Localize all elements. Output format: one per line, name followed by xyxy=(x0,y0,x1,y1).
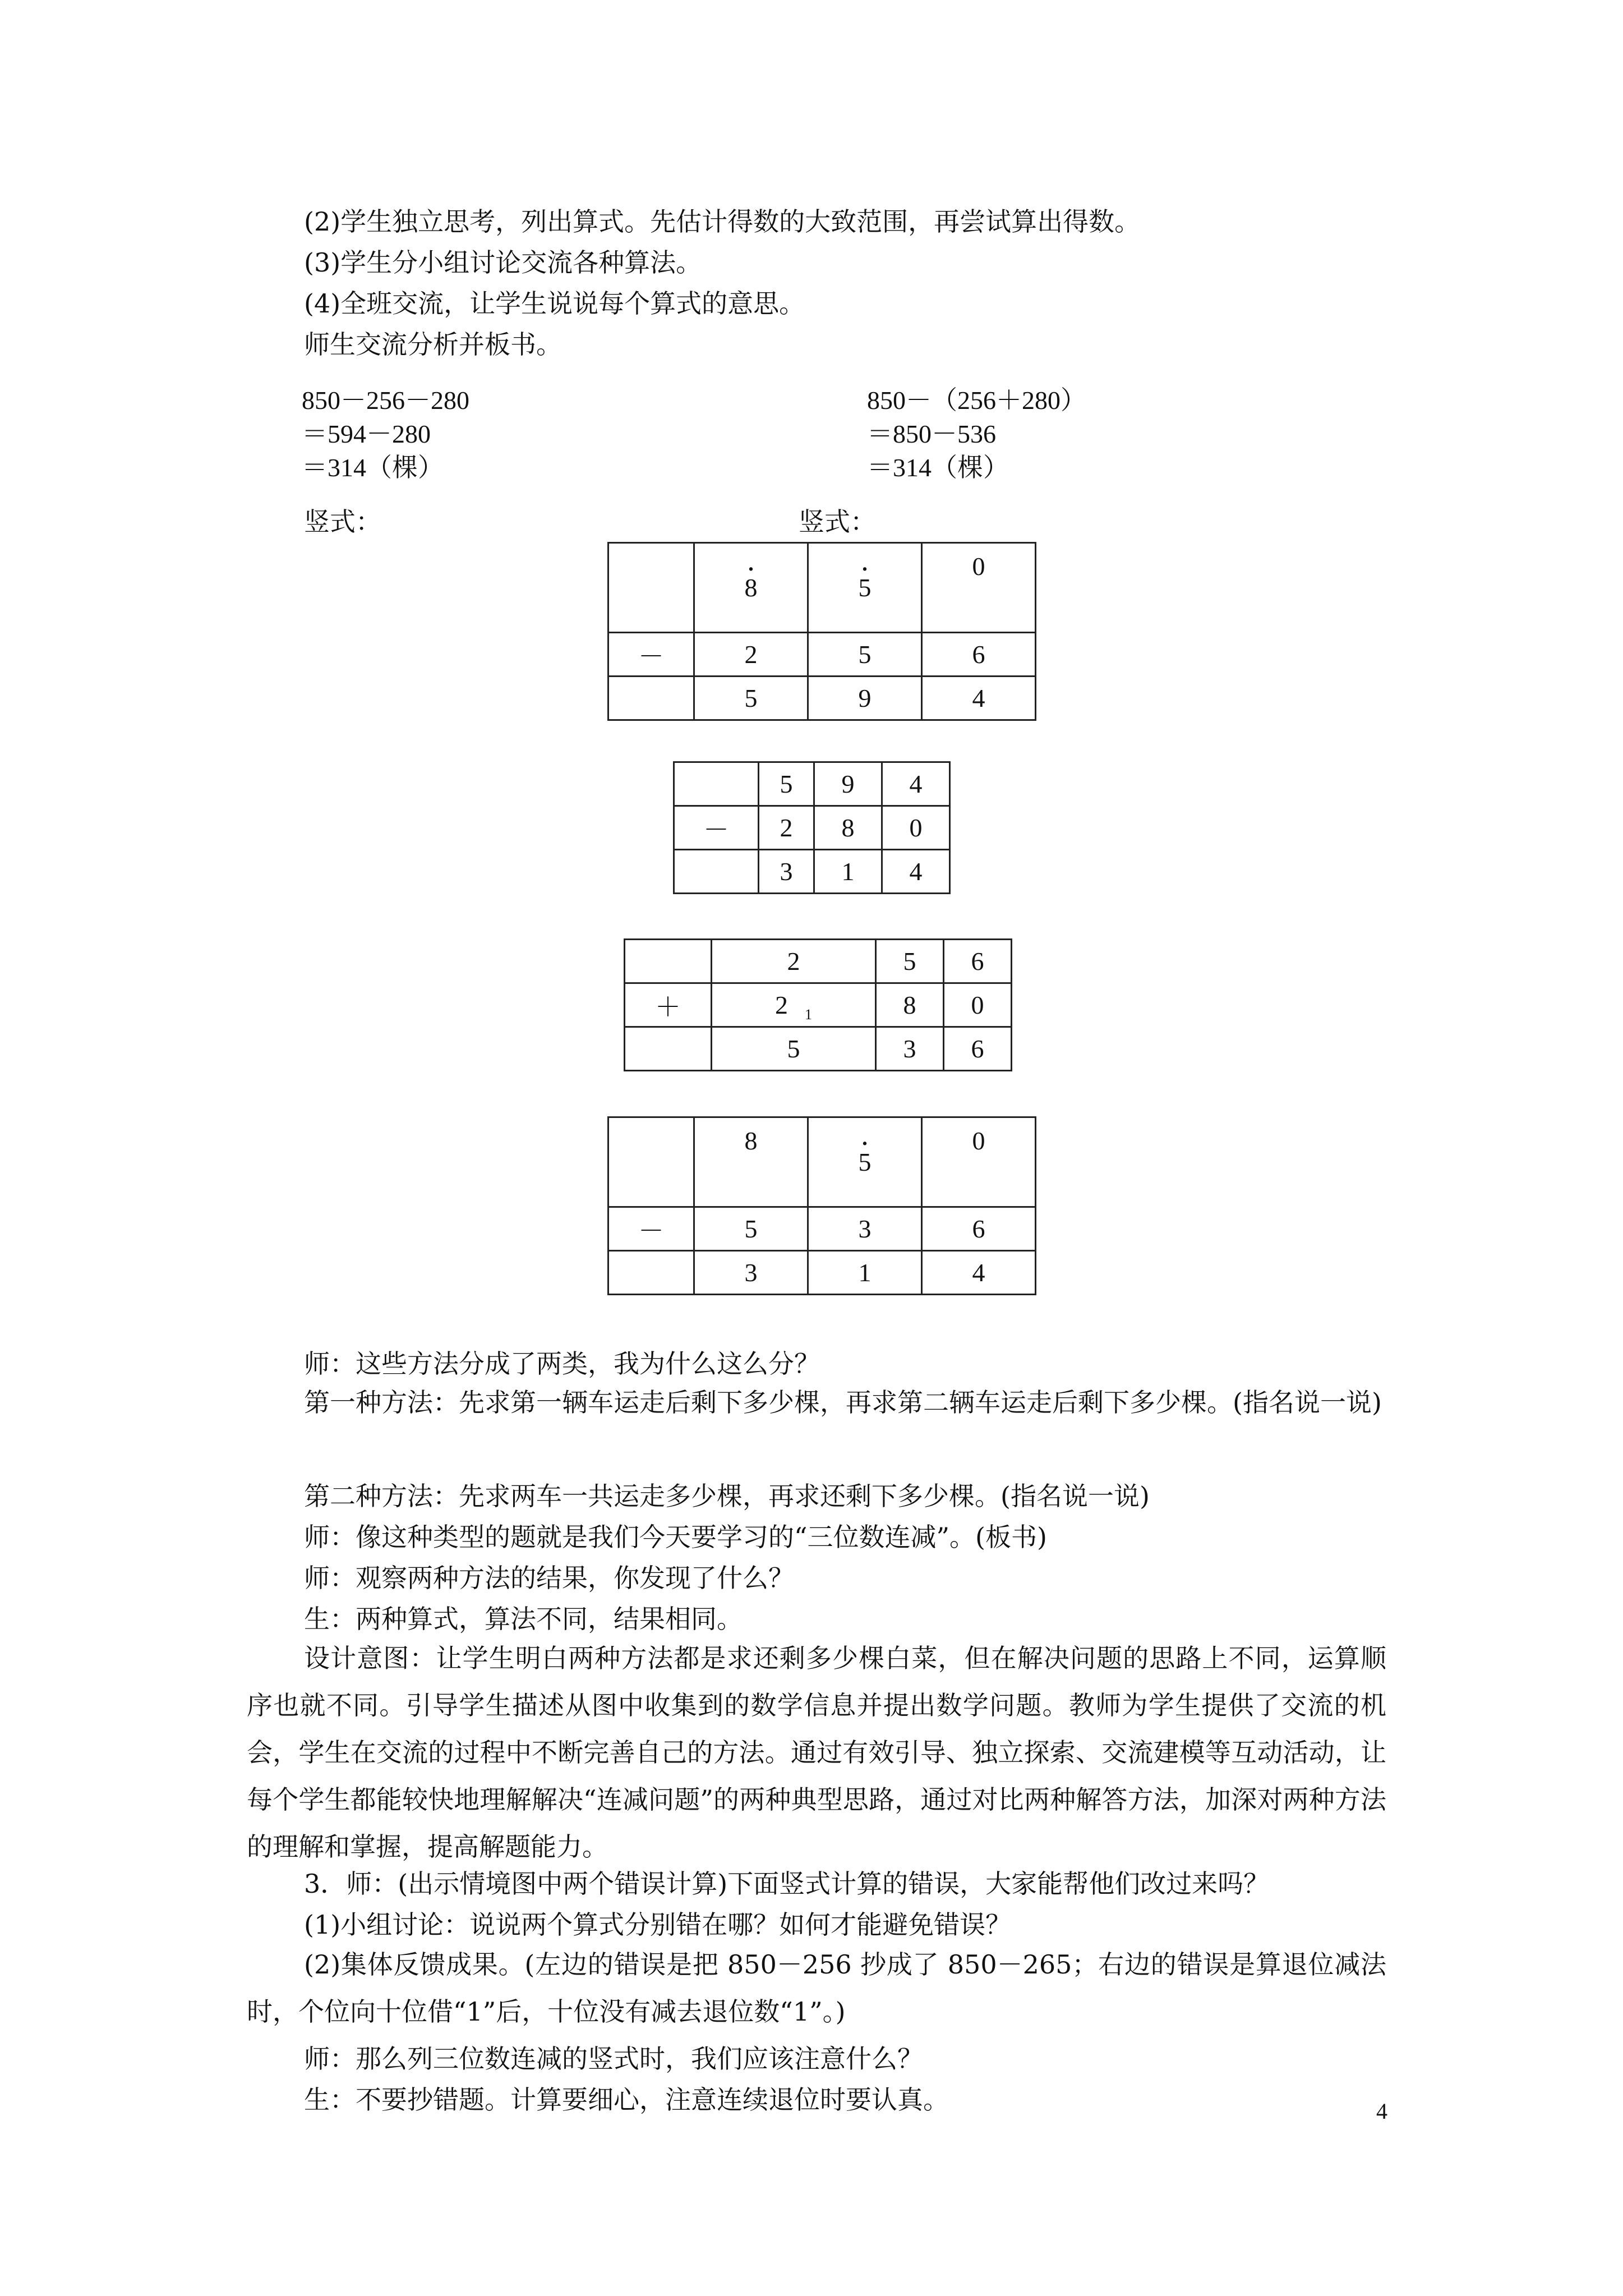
calc-right-line-3: ＝314（棵） xyxy=(867,453,1009,482)
calc-left-line-1: 850－256－280 xyxy=(302,386,469,415)
table-cell xyxy=(608,1251,694,1295)
table-cell xyxy=(608,543,694,633)
table-row xyxy=(608,543,1036,633)
borrow-dot-digit: · 8 xyxy=(745,573,758,602)
calc-left xyxy=(302,384,469,485)
table-row xyxy=(608,633,1036,677)
table-cell: 0 xyxy=(944,983,1012,1027)
calc-left-line-3: ＝314（棵） xyxy=(302,453,444,482)
table-cell: 2 xyxy=(759,806,814,850)
vertical-table-4 xyxy=(607,1116,1036,1295)
table-row xyxy=(674,850,950,894)
table-cell: 2 xyxy=(694,633,808,677)
table-cell: 3 xyxy=(876,1027,944,1071)
borrow-dot-digit: · 5 xyxy=(859,573,872,602)
table-cell: 0 xyxy=(922,1117,1036,1207)
calc-right-line-1: 850－（256＋280） xyxy=(867,386,1086,415)
table-cell: 6 xyxy=(922,1207,1036,1251)
table-row xyxy=(625,940,1012,983)
table-cell xyxy=(712,940,876,983)
table-cell: 8 xyxy=(814,806,882,850)
table-cell xyxy=(625,1027,712,1071)
table-cell xyxy=(808,1117,922,1207)
table-cell: 3 xyxy=(694,1251,808,1295)
design-intent-paragraph: 设计意图：让学生明白两种方法都是求还剩多少棵白菜，但在解决问题的思路上不同，运算顺序也就不同。引导学生描述从图中收集到的数学信息并提出数学问题。教师为学生提供了交流的机会，学生在交流的过程中不断完善自己的方法。通过有效引导、独立探索、交流建模等互动活动，让每个学生都能较快地理解解决“连减问题”的两种典型思路，通过对比两种解答方法，加深对两种方法的理解和掌握，提高解题能力。 xyxy=(247,1643,1386,1862)
table-cell: 5 xyxy=(694,677,808,720)
table-cell: 1 xyxy=(808,1251,922,1295)
table-cell: 5 xyxy=(712,1027,876,1071)
table-cell: 3 xyxy=(808,1207,922,1251)
calc-left-line-2: ＝594－280 xyxy=(302,420,431,448)
table-cell: 8 xyxy=(876,983,944,1027)
table-cell xyxy=(712,983,876,1027)
vertical-label-left: 竖式： xyxy=(304,507,381,537)
table-digit: 2 xyxy=(787,947,800,976)
table-cell: 4 xyxy=(922,1251,1036,1295)
table-row xyxy=(625,983,1012,1027)
paragraph: 师：观察两种方法的结果，你发现了什么？ xyxy=(304,1563,794,1593)
intro-line-1: (2)学生独立思考，列出算式。先估计得数的大致范围，再尝试算出得数。 xyxy=(304,206,1141,237)
table-cell: － xyxy=(674,806,759,850)
table-digit: 2 xyxy=(775,991,788,1019)
table-cell xyxy=(674,762,759,806)
table-row xyxy=(625,1027,1012,1071)
intro-line-2: (3)学生分小组讨论交流各种算法。 xyxy=(304,247,702,278)
paragraph: 生：两种算式，算法不同，结果相同。 xyxy=(304,1604,743,1634)
borrow-dot-digit: · 5 xyxy=(859,1147,872,1177)
table-cell: － xyxy=(608,633,694,677)
table-row xyxy=(674,806,950,850)
vertical-label-right: 竖式： xyxy=(799,507,876,537)
table-cell: － xyxy=(608,1207,694,1251)
table-cell: 6 xyxy=(944,1027,1012,1071)
table-cell xyxy=(608,1117,694,1207)
table-cell xyxy=(625,940,712,983)
table-row xyxy=(608,677,1036,720)
table-cell: 0 xyxy=(882,806,950,850)
table-cell: 0 xyxy=(922,543,1036,633)
calc-right-line-2: ＝850－536 xyxy=(867,420,996,448)
table-cell: 4 xyxy=(922,677,1036,720)
table-cell: 6 xyxy=(922,633,1036,677)
table-row xyxy=(608,1207,1036,1251)
table-cell xyxy=(808,543,922,633)
table-cell: 5 xyxy=(694,1207,808,1251)
carry-mark: 1 xyxy=(805,1006,812,1023)
calc-right xyxy=(867,384,1086,485)
paragraph: 生：不要抄错题。计算要细心，注意连续退位时要认真。 xyxy=(304,2085,949,2115)
table-cell: 5 xyxy=(808,633,922,677)
paragraph: 师：像这种类型的题就是我们今天要学习的“三位数连减”。(板书) xyxy=(304,1522,1047,1552)
table-cell: 5 xyxy=(876,940,944,983)
paragraph: 第一种方法：先求第一辆车运走后剩下多少棵，再求第二辆车运走后剩下多少棵。(指名说一说) xyxy=(304,1387,1382,1418)
table-cell: 4 xyxy=(882,850,950,894)
paragraph: (1)小组讨论：说说两个算式分别错在哪？如何才能避免错误？ xyxy=(304,1910,1012,1940)
intro-line-4: 师生交流分析并板书。 xyxy=(304,329,562,360)
paragraph: 师：这些方法分成了两类，我为什么这么分？ xyxy=(304,1349,820,1379)
table-cell xyxy=(674,850,759,894)
table-cell: 6 xyxy=(944,940,1012,983)
intro-line-3: (4)全班交流，让学生说说每个算式的意思。 xyxy=(304,288,805,319)
paragraph: (2)集体反馈成果。(左边的错误是把 850－256 抄成了 850－265；右边的错误是算退位减法时，个位向十位借“1”后，十位没有减去退位数“1”。) xyxy=(247,1949,1386,2027)
table-cell: 8 xyxy=(694,1117,808,1207)
table-cell: ＋ xyxy=(625,983,712,1027)
vertical-table-2 xyxy=(673,761,951,894)
table-cell: 9 xyxy=(814,762,882,806)
paragraph: 师：那么列三位数连减的竖式时，我们应该注意什么？ xyxy=(304,2044,923,2074)
paragraph: 第二种方法：先求两车一共运走多少棵，再求还剩下多少棵。(指名说一说) xyxy=(304,1481,1150,1511)
table-cell: 4 xyxy=(882,762,950,806)
table-cell xyxy=(608,677,694,720)
table-row xyxy=(674,762,950,806)
paragraph: 3．师：(出示情境图中两个错误计算)下面竖式计算的错误，大家能帮他们改过来吗？ xyxy=(304,1869,1270,1899)
table-row xyxy=(608,1117,1036,1207)
vertical-table-1 xyxy=(607,542,1036,721)
table-cell xyxy=(694,543,808,633)
table-cell: 5 xyxy=(759,762,814,806)
table-cell: 1 xyxy=(814,850,882,894)
table-cell: 3 xyxy=(759,850,814,894)
page-number: 4 xyxy=(1376,2099,1387,2124)
table-row xyxy=(608,1251,1036,1295)
table-cell: 9 xyxy=(808,677,922,720)
vertical-table-3 xyxy=(624,938,1012,1071)
